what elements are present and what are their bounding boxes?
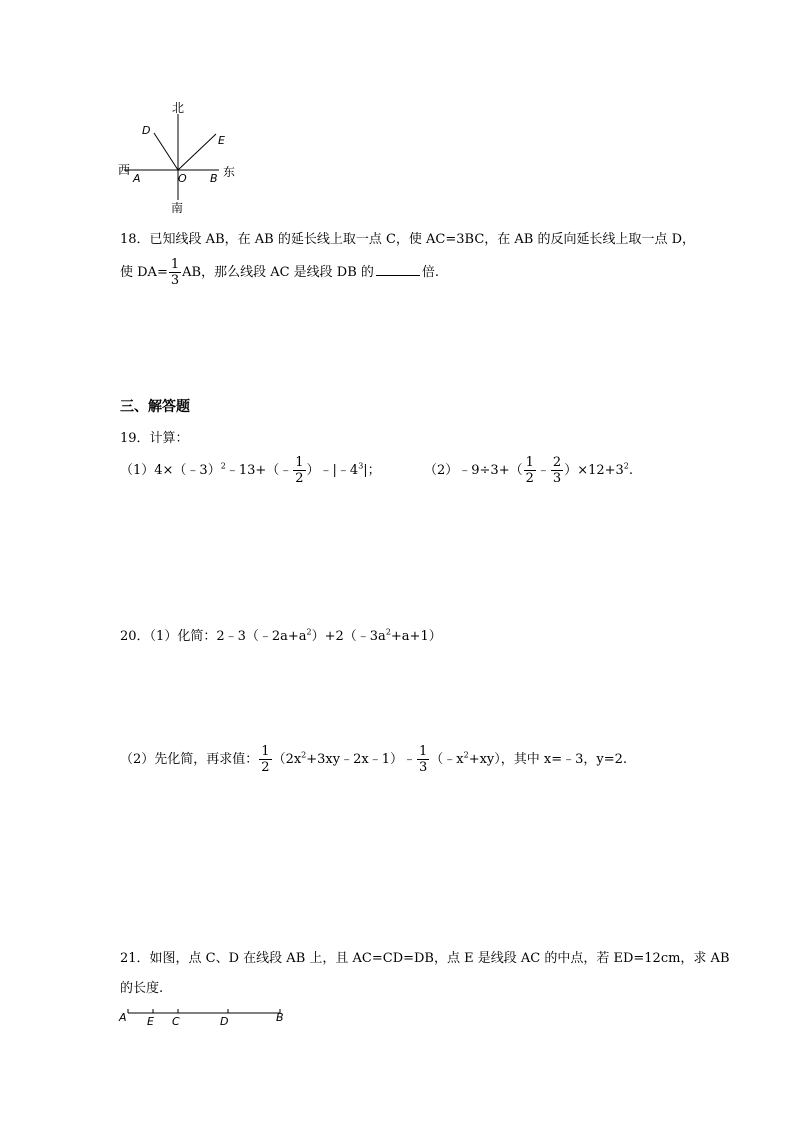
label-E: E: [218, 134, 225, 147]
fraction-half: $\frac{1}{2}$: [295, 455, 304, 486]
label-south: 南: [171, 201, 184, 215]
label-O: O: [178, 172, 187, 185]
q19-title: 19．计算：: [120, 431, 189, 446]
label-east: 东: [223, 165, 236, 179]
fraction-half-3: $\frac{1}{2}$: [261, 744, 270, 775]
q18-line2-end: 倍.: [421, 265, 440, 280]
label-B: B: [210, 172, 218, 185]
fraction-one-third-2: $\frac{1}{3}$: [418, 744, 428, 775]
seg-label-E: E: [147, 1015, 154, 1028]
seg-label-C: C: [172, 1015, 180, 1028]
label-west: 西: [118, 163, 131, 177]
label-A: A: [133, 172, 141, 185]
q18-line2: [120, 258, 439, 287]
q18-line1: 18．已知线段 AB，在 AB 的延长线上取一点 C，使 AC=3BC，在 AB 的反向延长线上取一点 D，: [120, 232, 696, 247]
answer-blank[interactable]: [376, 265, 420, 276]
q18-line2-pre: 使 DA=: [120, 265, 168, 280]
ray-OD: [154, 133, 178, 170]
segment-figure: [116, 1004, 296, 1030]
fraction-two-thirds: $\frac{2}{3}$: [552, 455, 562, 486]
q21-line1: 21．如图，点 C、D 在线段 AB 上，且 AC=CD=DB，点 E 是线段 AC 的中点，若 ED=12cm，求 AB: [120, 951, 730, 966]
seg-label-A: A: [119, 1011, 127, 1024]
section-title: 三、解答题: [120, 399, 190, 415]
ray-OE: [178, 134, 216, 170]
q19-part2: （2）﹣9÷3+（ $\frac{1}{2}$ ﹣ $\frac{2}{3}$ ）$\times 12+3^2$.: [424, 455, 634, 486]
q20-part2: （2）先化简，再求值： $\frac{1}{2}$ $(2x^2+3xy﹣2x﹣1)﹣$ $\frac{1}{3}$ $(﹣x^2+xy)$，其中 x=﹣3，y=2.: [120, 744, 628, 775]
label-D: D: [142, 124, 151, 137]
seg-label-D: D: [220, 1015, 229, 1028]
q19-part1: （1）4×（﹣3）$^2$﹣13+（﹣ $\frac{1}{2}$ ）$﹣|﹣4^3|$；: [120, 455, 381, 486]
seg-label-B: B: [276, 1011, 284, 1024]
q20-part1: 20．（1）化简：$2﹣3(﹣2a+a^2)+2(﹣3a^2+a+1)$: [120, 627, 442, 644]
q18-line2-post: AB，那么线段 AC 是线段 DB 的: [182, 265, 374, 280]
fraction-one-third: $\frac{1}{3}$: [170, 257, 180, 288]
compass-figure: [114, 100, 244, 215]
fraction-half-2: $\frac{1}{2}$: [525, 455, 534, 486]
q21-line2: 的长度.: [120, 981, 164, 996]
label-north: 北: [172, 101, 185, 115]
